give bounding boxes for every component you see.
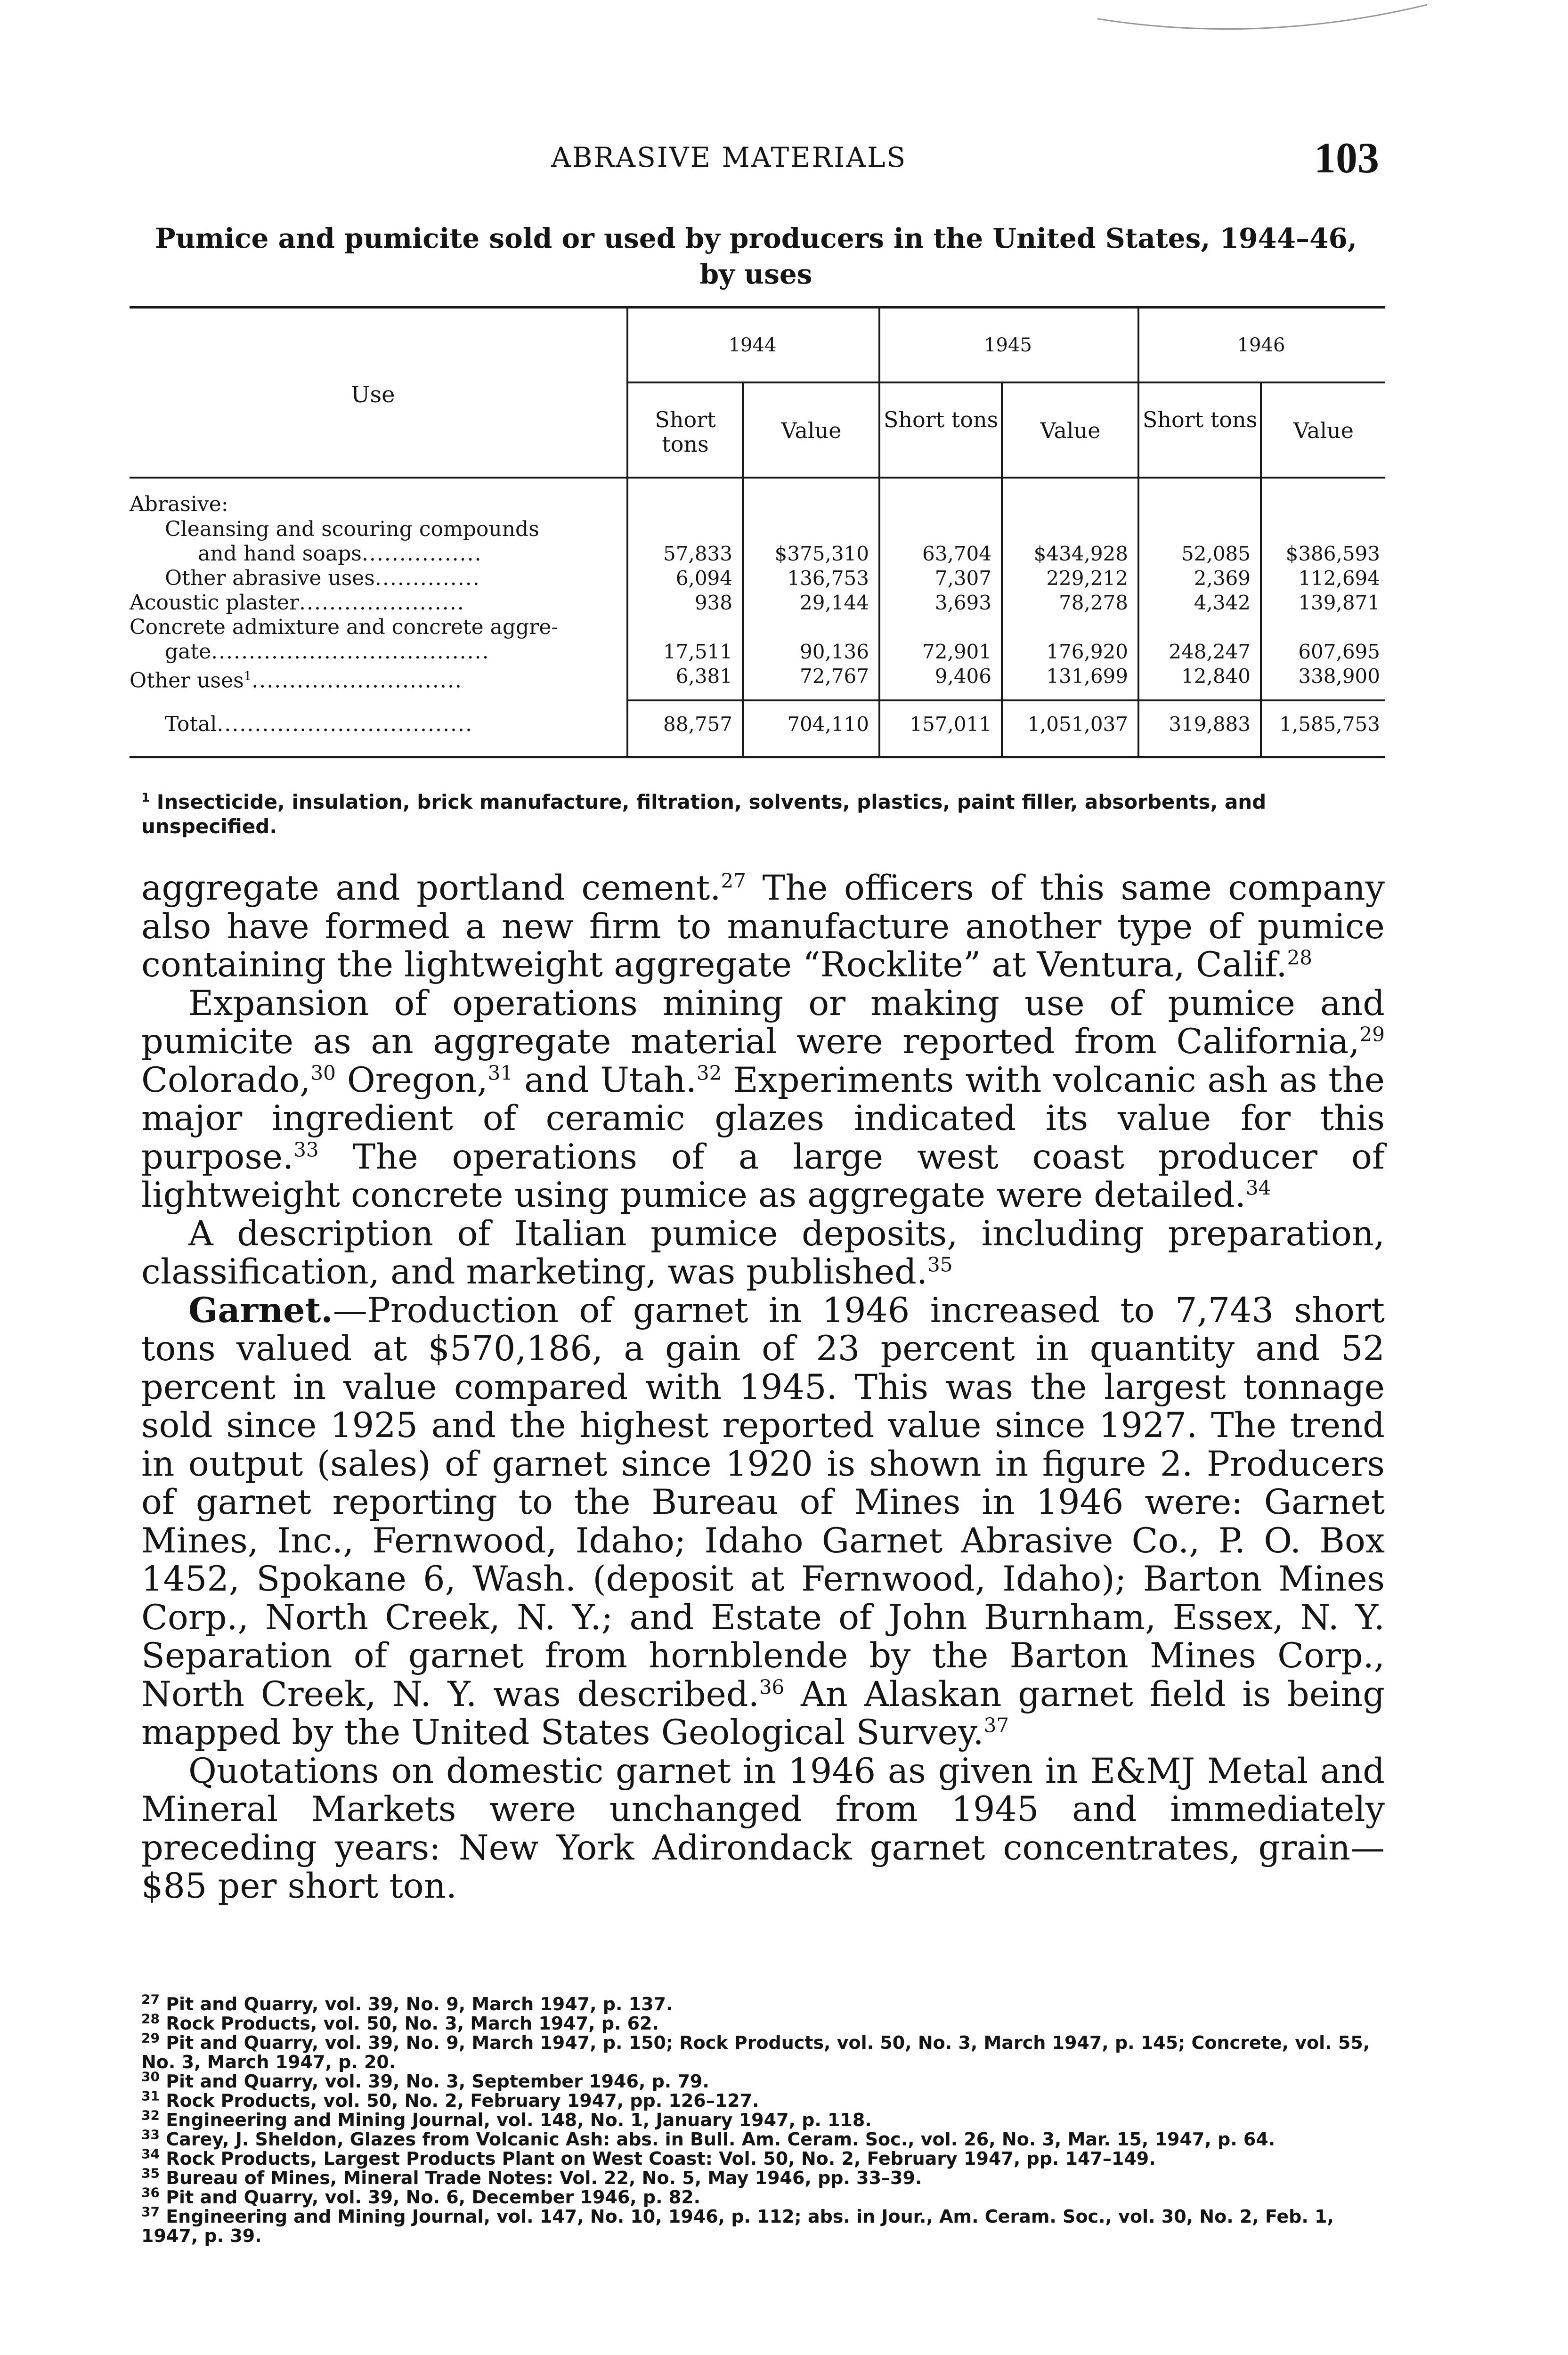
table-cell: 338,900 (1298, 665, 1380, 688)
value-header: Value (1040, 418, 1101, 443)
use-column-header: Use (351, 382, 395, 408)
table-total-cell: 157,011 (910, 713, 991, 736)
row-label-total: Total.................................. (165, 712, 473, 736)
table-cell: 2,369 (1194, 567, 1251, 590)
table-cell: 72,767 (800, 665, 869, 688)
year-header-1945: 1945 (984, 334, 1032, 356)
table-total-cell: 1,051,037 (1027, 713, 1128, 736)
paragraph-pumice-company: aggregate and portland cement.$^{27}$ The officers of this same company also have formed a new firm to manufacture another type of pumice containing the lightweight aggregate “Rocklite” at Ventura, Calif.$^{28}$ (141, 868, 1385, 985)
paragraph-italian-pumice: A description of Italian pumice deposits, including preparation, classification, and marketing, was published.$^{35}$ (141, 1213, 1385, 1292)
paragraph-quotations: Quotations on domestic garnet in 1946 as given in E&MJ Metal and Mineral Markets were unchanged from 1945 and immediately preceding years: New York Adirondack garnet concentrates, grain—$85 per short ton. (141, 1751, 1385, 1906)
paragraph-expansion: Expansion of operations mining or making use of pumice and pumicite as an aggregate material were reported from California,$^{29}$ Colorado,$^{30}$ Oregon,$^{31}$ and Utah.$^{32}$ Experiments with volcanic ash as the major ingredient of ceramic glazes indicated its value for this purpose.$^{33}$ The operations of a large west coast producer of lightweight concrete using pumice as aggregate were detailed.$^{34}$ (141, 983, 1385, 1215)
table-divider (742, 382, 744, 758)
table-bottom-rule (130, 756, 1385, 758)
table-cell: $434,928 (1033, 542, 1128, 565)
footnote: $^{32}$ Engineering and Mining Journal, vol. 148, No. 1, January 1947, p. 118. (141, 2107, 872, 2130)
table-cell: 248,247 (1169, 640, 1251, 663)
table-divider (1001, 382, 1003, 758)
row-label-abrasive: Abrasive: (130, 492, 228, 516)
row-label-concrete: Concrete admixture and concrete aggre- (130, 615, 559, 639)
row-label-cleansing: Cleansing and scouring compounds (165, 517, 539, 541)
table-total-cell: 319,883 (1169, 713, 1251, 736)
footnote: $^{36}$ Pit and Quarry, vol. 39, No. 6, December 1946, p. 82. (141, 2184, 701, 2208)
row-label-other-uses: Other uses$^1$............................ (130, 668, 463, 693)
footnote: $^{37}$ Engineering and Mining Journal, vol. 147, No. 10, 1946, p. 112; abs. in Jour., Am. Ceram. Soc., vol. 30, No. 2, Feb. 1, 1947, p. 39. (141, 2204, 1334, 2246)
table-cell: 17,511 (663, 640, 732, 663)
row-label-acoustic-plaster: Acoustic plaster...................... (130, 591, 465, 615)
short-tons-header: Short tons (1142, 407, 1258, 432)
table-cell: 12,840 (1181, 665, 1251, 688)
footnote: $^{27}$ Pit and Quarry, vol. 39, No. 9, March 1947, p. 137. (141, 1991, 673, 2014)
table-cell: 78,278 (1059, 591, 1128, 614)
footnote: $^{30}$ Pit and Quarry, vol. 39, No. 3, September 1946, p. 79. (141, 2069, 709, 2092)
table-cell: 938 (694, 591, 732, 614)
table-cell: 52,085 (1181, 542, 1251, 565)
table-header-rule (130, 477, 1385, 479)
footnotes (141, 1991, 1385, 2246)
table-total-rule (626, 699, 1385, 701)
table-cell: 4,342 (1194, 591, 1251, 614)
footnote: $^{34}$ Rock Products, Largest Products Plant on West Coast: Vol. 50, No. 2, February 1947, pp. 147–149. (141, 2146, 1156, 2169)
table-cell: 3,693 (934, 591, 991, 614)
row-label-hand-soaps: and hand soaps................ (198, 542, 482, 566)
table-cell: 6,094 (675, 567, 732, 590)
table-cell: 6,381 (675, 665, 732, 688)
table-cell: 229,212 (1046, 567, 1128, 590)
table-total-cell: 88,757 (663, 713, 732, 736)
row-label-gate: gate..................................... (165, 640, 490, 664)
table-cell: 57,833 (663, 542, 732, 565)
table-cell: 7,307 (934, 567, 991, 590)
table-cell: 90,136 (800, 640, 869, 663)
table-divider (1260, 382, 1262, 758)
table-caption-line2: by uses (699, 258, 812, 290)
footnote: $^{35}$ Bureau of Mines, Mineral Trade Notes: Vol. 22, No. 5, May 1946, pp. 33–39. (141, 2165, 922, 2188)
body-text (141, 869, 1385, 1906)
table-divider (878, 306, 880, 758)
table-cell: 63,704 (922, 542, 991, 565)
table-cell: 176,920 (1046, 640, 1128, 663)
table-cell: 607,695 (1298, 640, 1380, 663)
table-caption-line1: Pumice and pumicite sold or used by producers in the United States, 1944–46, (154, 222, 1357, 254)
scan-artifact-arc (1097, 0, 1427, 57)
table-cell: 29,144 (800, 591, 869, 614)
table-footnote-text: Insecticide, insulation, brick manufacture, filtration, solvents, plastics, paint filler, absorbents, and unspecified. (141, 790, 1267, 838)
table-cell: 112,694 (1298, 567, 1380, 590)
year-header-1944: 1944 (728, 334, 777, 356)
table-year-rule (626, 382, 1385, 383)
table-cell: 139,871 (1298, 591, 1380, 614)
value-header: Value (1293, 418, 1354, 443)
year-header-1946: 1946 (1237, 334, 1285, 356)
table-cell: 72,901 (922, 640, 991, 663)
table-footnote-mark: 1 (141, 791, 150, 805)
table-cell: 9,406 (934, 665, 991, 688)
table-cell: 136,753 (787, 567, 869, 590)
table-cell: 131,699 (1046, 665, 1128, 688)
footnote: $^{31}$ Rock Products, vol. 50, No. 2, February 1947, pp. 126–127. (141, 2088, 759, 2111)
table-total-cell: 1,585,753 (1279, 713, 1380, 736)
table-caption (130, 220, 1382, 292)
value-header: Value (781, 418, 842, 443)
page-number: 103 (1314, 134, 1379, 182)
footnote: $^{28}$ Rock Products, vol. 50, No. 3, March 1947, p. 62. (141, 2011, 659, 2034)
short-tons-header: Short tons (655, 407, 716, 457)
footnote: $^{33}$ Carey, J. Sheldon, Glazes from Volcanic Ash: abs. in Bull. Am. Ceram. Soc., vol. 26, No. 3, Mar. 15, 1947, p. 64. (141, 2127, 1276, 2150)
table-top-rule (130, 306, 1385, 309)
footnote: $^{29}$ Pit and Quarry, vol. 39, No. 9, March 1947, p. 150; Rock Products, vol. 50, No. 3, March 1947, p. 145; Concrete, vol. 55, No. 3, March 1947, p. 20. (141, 2030, 1370, 2072)
table-cell: $386,593 (1285, 542, 1380, 565)
table-total-cell: 704,110 (787, 713, 869, 736)
row-label-other-abrasive: Other abrasive uses.............. (165, 566, 480, 590)
paragraph-garnet: Garnet.—Production of garnet in 1946 increased to 7,743 short tons valued at $570,186, a gain of 23 percent in quantity and 52 percent in value compared with 1945. This was the largest tonnage sold since 1925 and the highest reported value since 1927. The trend in output (sales) of garnet since 1920 is shown in figure 2. Producers of garnet reporting to the Bureau of Mines in 1946 were: Garnet Mines, Inc., Fernwood, Idaho; Idaho Garnet Abrasive Co., P. O. Box 1452, Spokane 6, Wash. (deposit at Fernwood, Idaho); Barton Mines Corp., North Creek, N. Y.; and Estate of John Burnham, Essex, N. Y. Separation of garnet from hornblende by the Barton Mines Corp., North Creek, N. Y. was described.$^{36}$ An Alaskan garnet field is being mapped by the United States Geological Survey.$^{37}$ (141, 1290, 1385, 1753)
table-cell: $375,310 (774, 542, 869, 565)
short-tons-header: Short tons (883, 407, 999, 432)
garnet-heading: Garnet. (188, 1290, 333, 1331)
table-footnote (141, 786, 1385, 839)
table-divider (1137, 306, 1139, 758)
table-divider (626, 306, 628, 758)
running-title: ABRASIVE MATERIALS (551, 141, 907, 173)
